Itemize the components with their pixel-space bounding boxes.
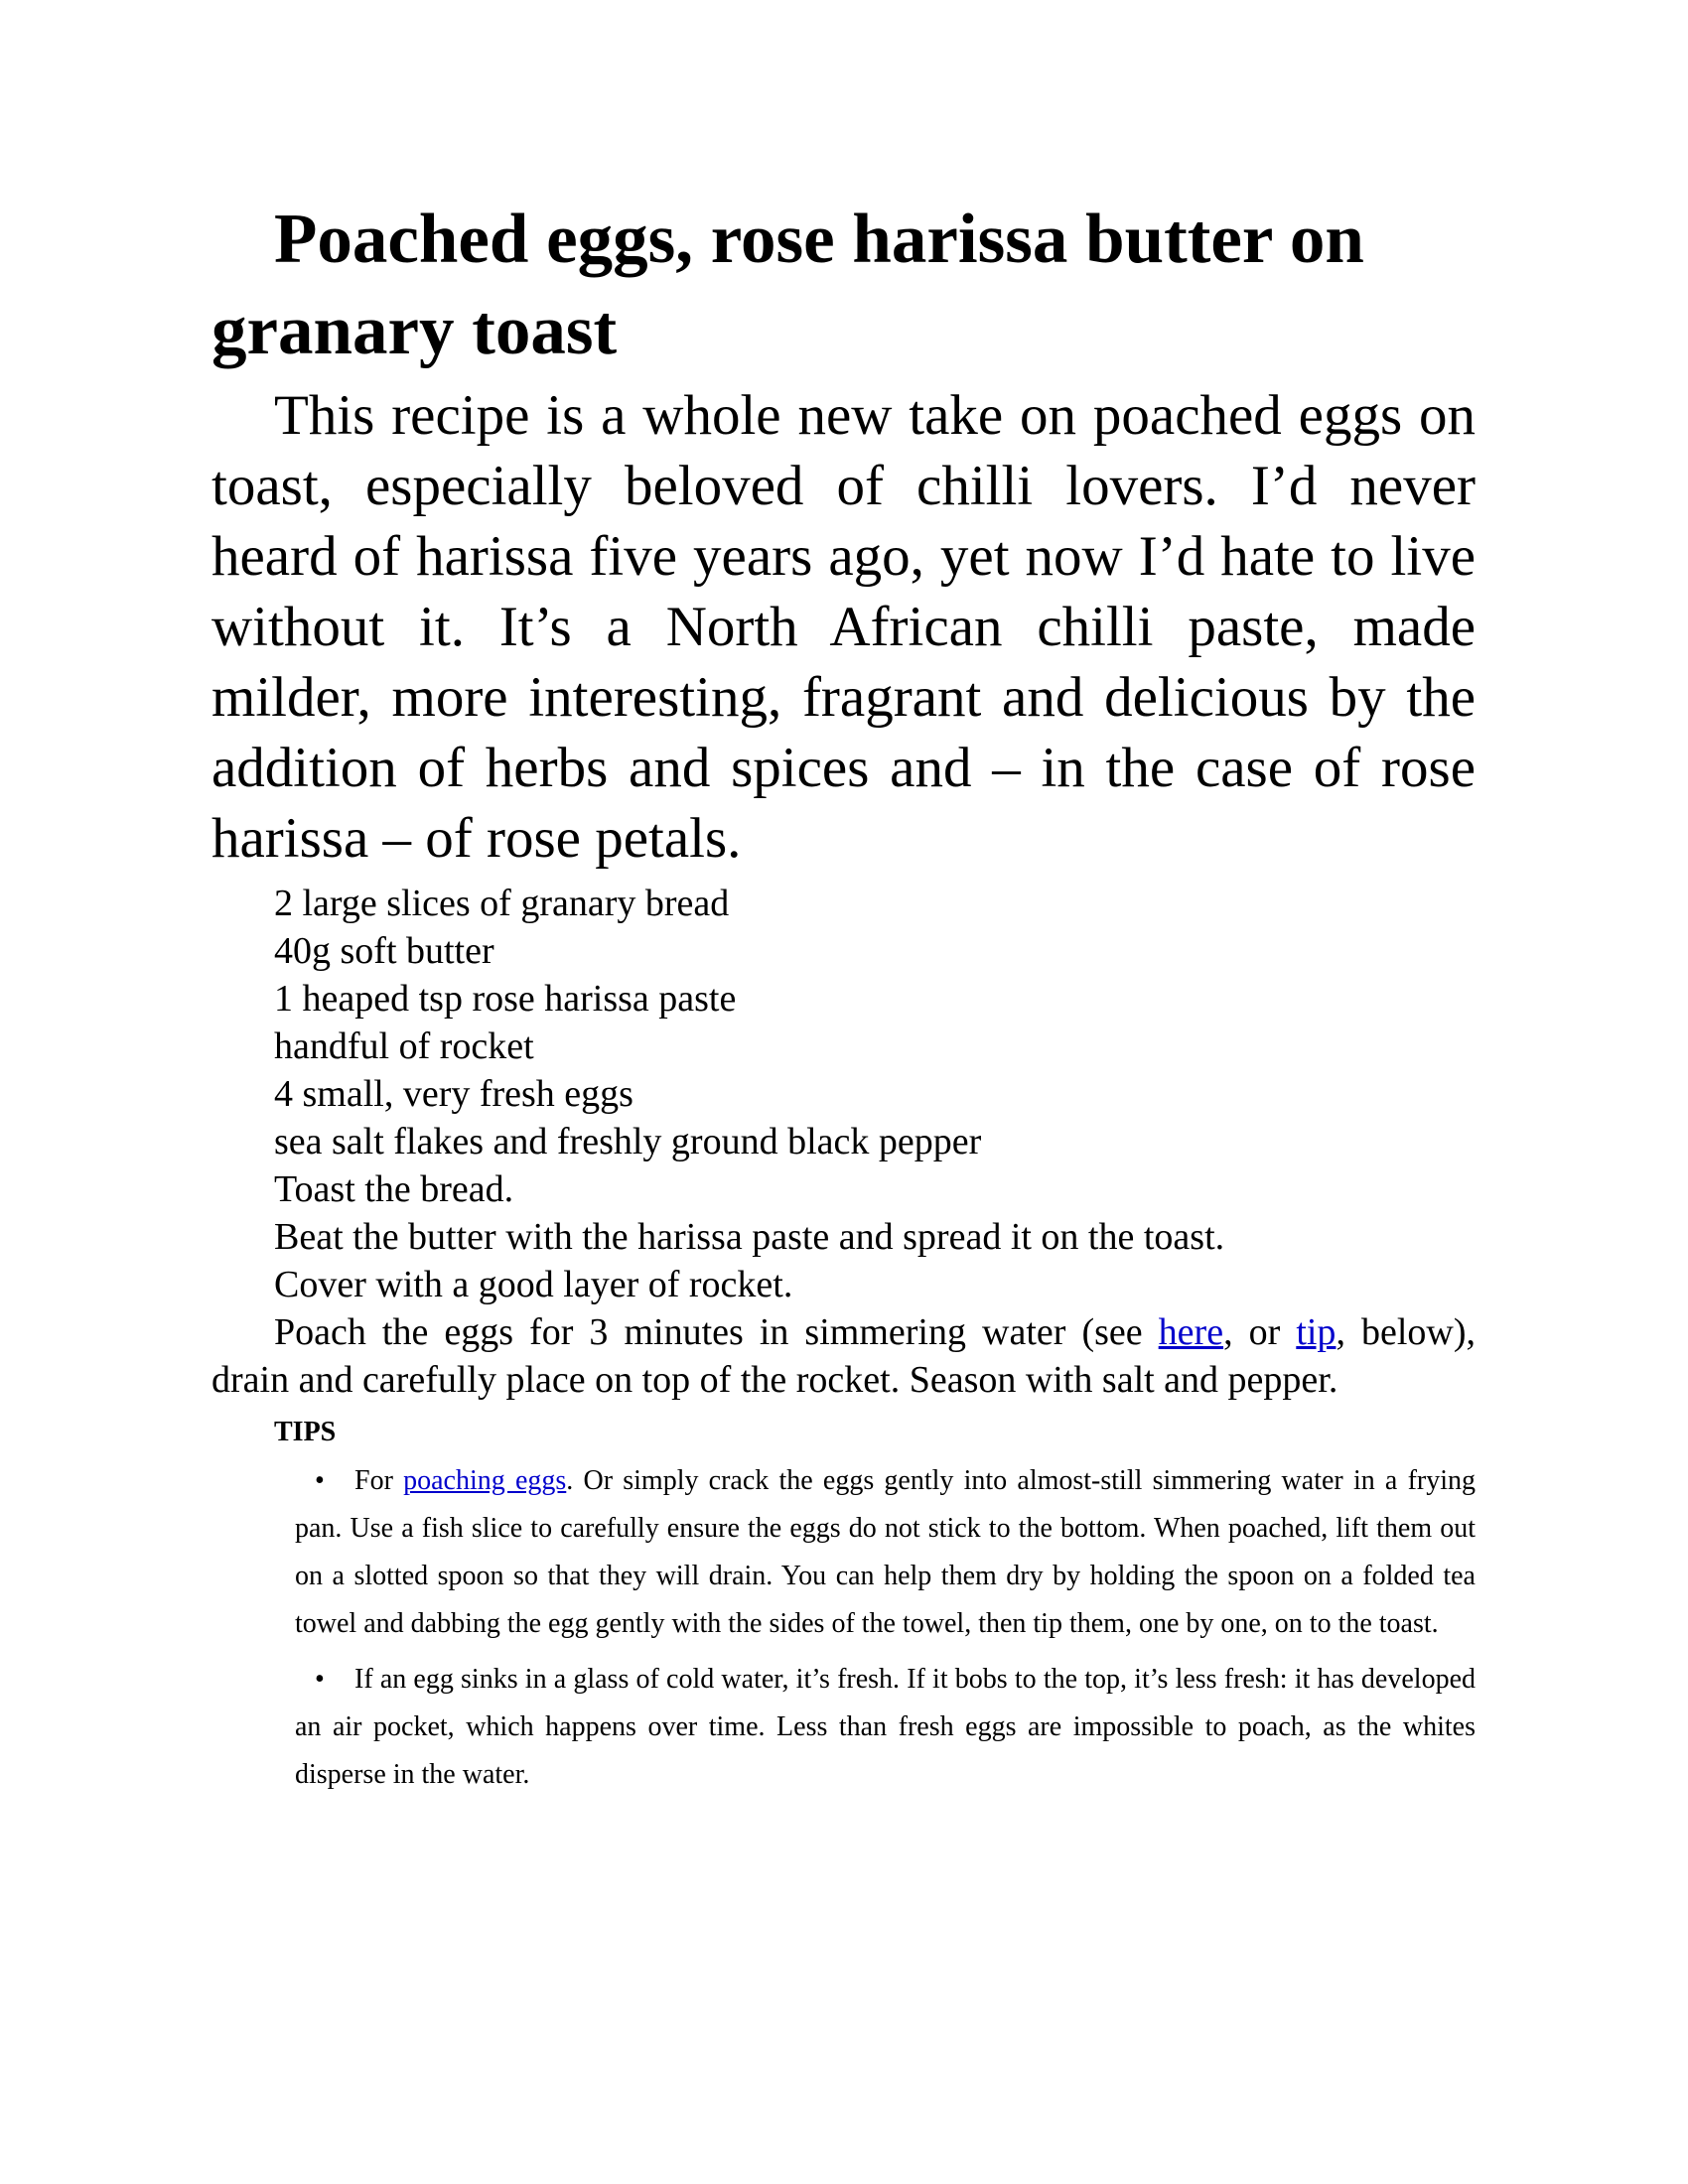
recipe-title: Poached eggs, rose harissa butter on granary toast bbox=[211, 201, 1364, 369]
tips-list bbox=[211, 1457, 1476, 1799]
here-link[interactable]: here bbox=[1158, 1311, 1224, 1353]
tips-heading: TIPS bbox=[274, 1417, 337, 1447]
tip-text: If an egg sinks in a glass of cold water, it’s fresh. If it bobs to the top, it’s less fresh: it has developed an air pocket, which happens over time. Less than fresh eggs are impossible to poach, as the whites disperse in the water. bbox=[295, 1664, 1476, 1790]
bullet-icon: • bbox=[315, 1664, 325, 1695]
poach-text-end: , below), drain and carefully place on top of the rocket. Season with salt and pepper. bbox=[211, 1311, 1477, 1401]
ingredient-item: 40g soft butter bbox=[274, 930, 494, 972]
ingredients-list bbox=[211, 880, 1476, 1165]
method-step: Cover with a good layer of rocket. bbox=[274, 1264, 793, 1305]
method-step: Beat the butter with the harissa paste and spread it on the toast. bbox=[274, 1216, 1225, 1258]
recipe-intro: This recipe is a whole new take on poached eggs on toast, especially beloved of chilli lovers. I’d never heard of harissa five years ago, yet now I’d hate to live without it. It’s a North African chilli paste, made milder, more interesting, fragrant and delicious by the addition of herbs and spices and – in the case of rose harissa – of rose petals. bbox=[211, 384, 1476, 870]
tip-text-rest: . Or simply crack the eggs gently into almost-still simmering water in a frying pan. Use a fish slice to carefully ensure the eggs do not stick to the bottom. When poached, lift them out on a slotted spoon so that they will drain. You can help them dry by holding the spoon on a folded tea towel and dabbing the egg gently with the sides of the towel, then tip them, one by one, on to the toast. bbox=[295, 1465, 1476, 1639]
tip-link[interactable]: tip bbox=[1296, 1311, 1336, 1353]
tip-item bbox=[295, 1457, 1476, 1648]
recipe-page bbox=[211, 194, 1476, 1799]
method-step: Toast the bread. bbox=[274, 1168, 514, 1210]
ingredient-item: 1 heaped tsp rose harissa paste bbox=[274, 978, 737, 1020]
ingredient-item: handful of rocket bbox=[274, 1025, 534, 1067]
tip-text-start: For bbox=[354, 1465, 404, 1496]
tip-item bbox=[295, 1656, 1476, 1799]
method-list bbox=[211, 1165, 1476, 1308]
poaching-eggs-link[interactable]: poaching eggs bbox=[403, 1465, 567, 1496]
poach-text-start: Poach the eggs for 3 minutes in simmering water (see bbox=[274, 1311, 1159, 1353]
poach-text-middle: , or bbox=[1223, 1311, 1297, 1353]
method-step-poach bbox=[211, 1308, 1476, 1404]
ingredient-item: 4 small, very fresh eggs bbox=[274, 1073, 633, 1115]
bullet-icon: • bbox=[315, 1465, 325, 1496]
ingredient-item: sea salt flakes and freshly ground black pepper bbox=[274, 1121, 982, 1162]
ingredient-item: 2 large slices of granary bread bbox=[274, 883, 730, 924]
